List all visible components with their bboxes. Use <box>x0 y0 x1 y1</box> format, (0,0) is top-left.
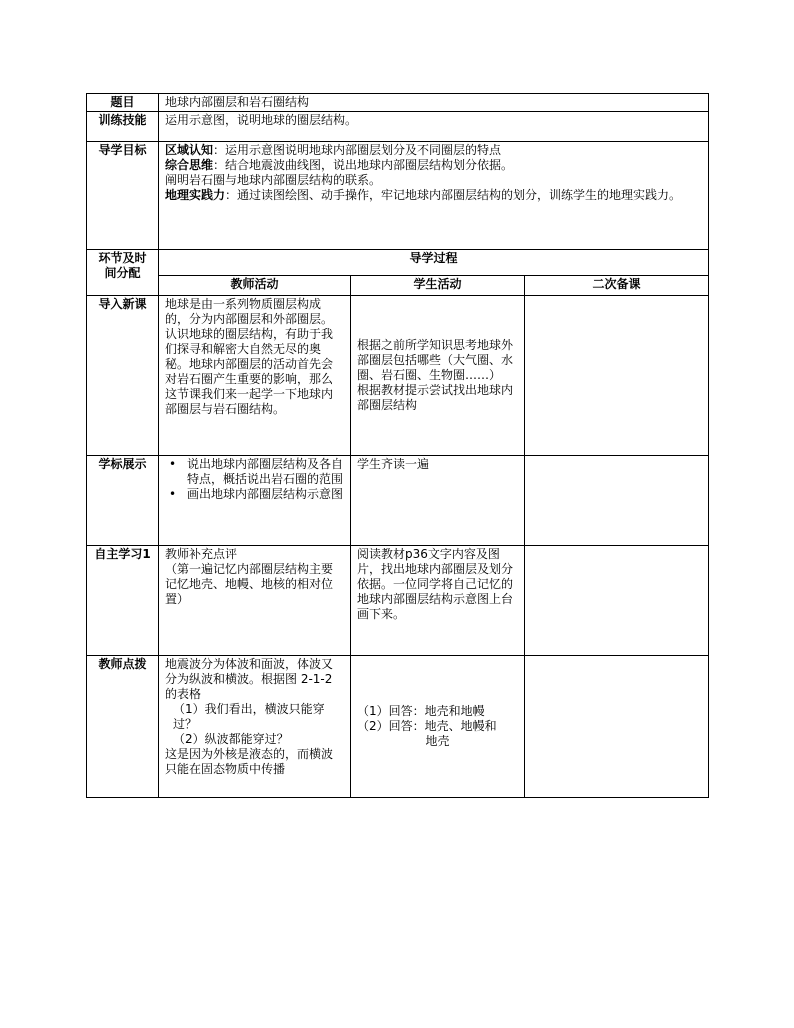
guidance-row <box>87 656 709 798</box>
guidance-teacher-line: 地震波分为体波和面波，体波又分为纵波和横波。根据图 2-1-2 的表格 <box>165 657 334 701</box>
guidance-teacher-line: （1）我们看出，横波只能穿过？ <box>173 702 325 731</box>
intro-teacher: 地球是由一系列物质圈层构成的，分为内部圈层和外部圈层。认识地球的圈层结构，有助于我们探寻和解密大自然无尽的奥秘。地球内部圈层的活动首先会对岩石圈产生重要的影响，那么这节课我们来一起学一下地球内部圈层与岩石圈结构。 <box>159 296 351 456</box>
guidance-teacher <box>159 656 351 798</box>
self-study-row <box>87 546 709 656</box>
objectives-label: 学标展示 <box>87 456 159 546</box>
self-study-student: 阅读教材p36文字内容及图片，找出地球内部圈层及划分依据。一位同学将自己记忆的地球内部圈层结构示意图上台画下来。 <box>351 546 525 656</box>
guidance-label: 教师点拨 <box>87 656 159 798</box>
topic-value: 地球内部圈层和岩石圈结构 <box>159 94 709 112</box>
objectives-student: 学生齐读一遍 <box>351 456 525 546</box>
goal-item: 阐明岩石圈与地球内部圈层结构的联系。 <box>165 173 382 187</box>
col-student-header: 学生活动 <box>351 276 525 296</box>
intro-student-line: 根据之前所学知识思考地球外部圈层包括哪些（大气圈、水圈、岩石圈、生物圈……） <box>357 338 514 382</box>
objective-item: • 说出地球内部圈层结构及各自特点，概括说出岩石圈的范围 <box>187 457 344 487</box>
objective-item: • 画出地球内部圈层结构示意图 <box>187 487 344 502</box>
intro-row <box>87 296 709 456</box>
self-study-teacher-line: 教师补充点评 <box>165 547 238 561</box>
col-second-header: 二次备课 <box>525 276 709 296</box>
goals-row <box>87 142 709 250</box>
guidance-student <box>351 656 525 798</box>
guidance-student-line: （2）回答：地壳、地幔和 <box>357 719 497 733</box>
objectives-list <box>165 457 344 502</box>
skill-row <box>87 112 709 142</box>
guidance-second <box>525 656 709 798</box>
skill-label: 训练技能 <box>87 112 159 142</box>
topic-label: 题目 <box>87 94 159 112</box>
goal-item: 地理实践力：通过读图绘图、动手操作，牢记地球内部圈层结构的划分，训练学生的地理实践力。 <box>165 188 682 202</box>
objectives-row <box>87 456 709 546</box>
intro-student <box>351 296 525 456</box>
goal-item: 区域认知：运用示意图说明地球内部圈层划分及不同圈层的特点 <box>165 143 502 157</box>
topic-row <box>87 94 709 112</box>
process-header-row <box>87 250 709 276</box>
guidance-teacher-line: （2）纵波都能穿过？ <box>173 732 289 746</box>
guidance-student-line: 地壳 <box>425 734 450 748</box>
column-header-row <box>87 276 709 296</box>
col-teacher-header: 教师活动 <box>159 276 351 296</box>
intro-label: 导入新课 <box>87 296 159 456</box>
self-study-second <box>525 546 709 656</box>
goal-item: 综合思维：结合地震波曲线图，说出地球内部圈层结构划分依据。 <box>165 158 514 172</box>
self-study-teacher-line: （第一遍记忆内部圈层结构主要记忆地壳、地幔、地核的相对位置） <box>165 562 334 606</box>
intro-second <box>525 296 709 456</box>
guidance-teacher-line: 这是因为外核是液态的，而横波只能在固态物质中传播 <box>165 747 334 776</box>
goals-content <box>159 142 709 250</box>
goals-label: 导学目标 <box>87 142 159 250</box>
process-title: 导学过程 <box>159 250 709 276</box>
section-label: 环节及时间分配 <box>87 250 159 296</box>
skill-value: 运用示意图，说明地球的圈层结构。 <box>159 112 709 142</box>
self-study-label: 自主学习1 <box>87 546 159 656</box>
objectives-teacher <box>159 456 351 546</box>
guidance-student-line: （1）回答：地壳和地幔 <box>357 704 485 718</box>
lesson-plan-table <box>86 93 709 798</box>
objectives-second <box>525 456 709 546</box>
intro-student-line: 根据教材提示尝试找出地球内部圈层结构 <box>357 383 514 412</box>
self-study-teacher <box>159 546 351 656</box>
